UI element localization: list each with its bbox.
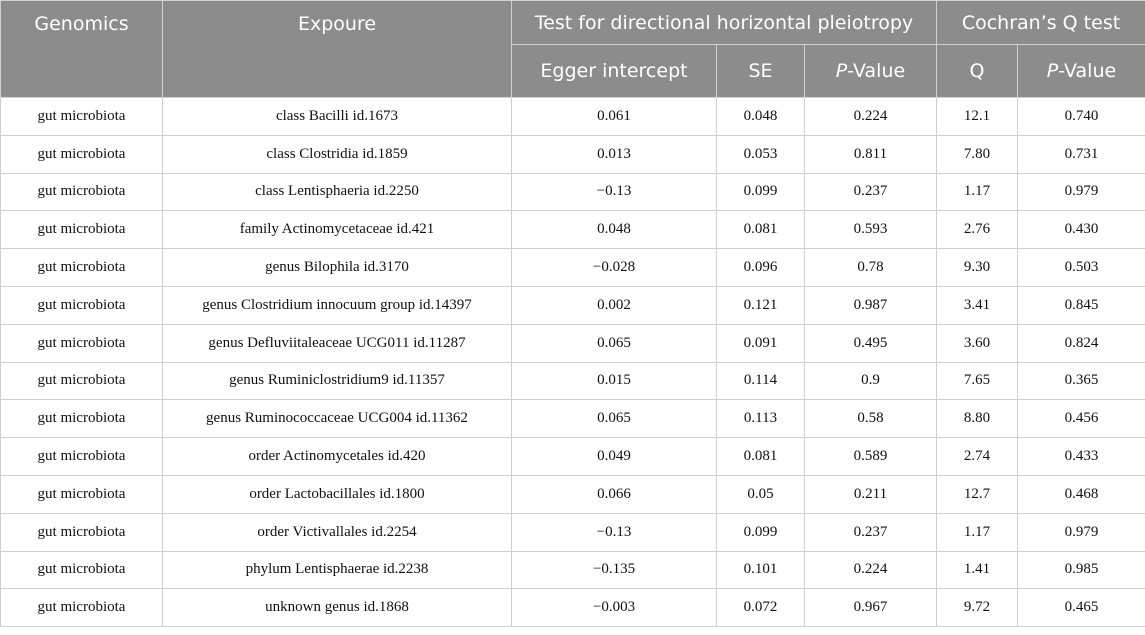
cell-p-value-pleiotropy: 0.495	[805, 324, 937, 362]
cell-egger-intercept: −0.135	[512, 551, 717, 589]
table-row	[1, 173, 1145, 211]
cell-p-value-cochran: 0.430	[1018, 211, 1145, 249]
cell-egger-intercept: 0.015	[512, 362, 717, 400]
cell-q: 1.17	[937, 173, 1018, 211]
cell-se: 0.099	[717, 513, 805, 551]
cell-exposure: genus Ruminococcaceae UCG004 id.11362	[163, 400, 512, 438]
cell-exposure: order Victivallales id.2254	[163, 513, 512, 551]
cell-egger-intercept: −0.003	[512, 589, 717, 627]
cell-q: 2.74	[937, 438, 1018, 476]
cell-q: 3.41	[937, 286, 1018, 324]
cell-p-value-cochran: 0.465	[1018, 589, 1145, 627]
cell-p-value-cochran: 0.503	[1018, 249, 1145, 287]
table-row	[1, 400, 1145, 438]
cell-egger-intercept: 0.049	[512, 438, 717, 476]
p-suffix: -Value	[1058, 60, 1117, 82]
cell-genomics: gut microbiota	[1, 249, 163, 287]
cell-genomics: gut microbiota	[1, 438, 163, 476]
cell-exposure: genus Clostridium innocuum group id.14397	[163, 286, 512, 324]
cell-q: 12.7	[937, 475, 1018, 513]
table-row	[1, 362, 1145, 400]
cell-exposure: order Actinomycetales id.420	[163, 438, 512, 476]
cell-p-value-cochran: 0.433	[1018, 438, 1145, 476]
header-egger-intercept: Egger intercept	[512, 45, 717, 98]
cell-egger-intercept: 0.065	[512, 400, 717, 438]
table-row	[1, 438, 1145, 476]
header-p-value-cochran	[1018, 45, 1145, 98]
cell-se: 0.053	[717, 135, 805, 173]
cell-genomics: gut microbiota	[1, 513, 163, 551]
cell-se: 0.096	[717, 249, 805, 287]
table-row	[1, 211, 1145, 249]
cell-se: 0.081	[717, 438, 805, 476]
table-row	[1, 551, 1145, 589]
table-header	[1, 1, 1145, 98]
cell-se: 0.05	[717, 475, 805, 513]
cell-egger-intercept: 0.061	[512, 98, 717, 136]
table-row	[1, 475, 1145, 513]
header-exposure: Expoure	[163, 1, 512, 98]
cell-exposure: class Bacilli id.1673	[163, 98, 512, 136]
cell-se: 0.101	[717, 551, 805, 589]
p-italic: P	[835, 60, 848, 82]
p-suffix: -Value	[847, 60, 906, 82]
header-row-top	[1, 1, 1145, 45]
table-body	[1, 98, 1145, 627]
cell-p-value-cochran: 0.456	[1018, 400, 1145, 438]
header-pleiotropy-group: Test for directional horizontal pleiotropy	[512, 1, 937, 45]
cell-genomics: gut microbiota	[1, 400, 163, 438]
cell-p-value-cochran: 0.979	[1018, 173, 1145, 211]
table-row	[1, 513, 1145, 551]
table-row	[1, 286, 1145, 324]
cell-se: 0.091	[717, 324, 805, 362]
cell-p-value-cochran: 0.731	[1018, 135, 1145, 173]
cell-egger-intercept: 0.065	[512, 324, 717, 362]
cell-p-value-cochran: 0.845	[1018, 286, 1145, 324]
cell-exposure: class Lentisphaeria id.2250	[163, 173, 512, 211]
cell-p-value-cochran: 0.979	[1018, 513, 1145, 551]
cell-p-value-pleiotropy: 0.78	[805, 249, 937, 287]
cell-se: 0.099	[717, 173, 805, 211]
header-cochran-group: Cochran’s Q test	[937, 1, 1145, 45]
cell-p-value-pleiotropy: 0.589	[805, 438, 937, 476]
cell-genomics: gut microbiota	[1, 135, 163, 173]
cell-egger-intercept: −0.13	[512, 513, 717, 551]
cell-exposure: genus Bilophila id.3170	[163, 249, 512, 287]
cell-egger-intercept: −0.13	[512, 173, 717, 211]
cell-p-value-pleiotropy: 0.224	[805, 551, 937, 589]
cell-p-value-cochran: 0.468	[1018, 475, 1145, 513]
cell-p-value-cochran: 0.365	[1018, 362, 1145, 400]
header-se: SE	[717, 45, 805, 98]
cell-genomics: gut microbiota	[1, 173, 163, 211]
cell-se: 0.114	[717, 362, 805, 400]
cell-egger-intercept: 0.002	[512, 286, 717, 324]
cell-p-value-pleiotropy: 0.9	[805, 362, 937, 400]
cell-egger-intercept: 0.066	[512, 475, 717, 513]
cell-genomics: gut microbiota	[1, 324, 163, 362]
cell-q: 9.30	[937, 249, 1018, 287]
table-row	[1, 324, 1145, 362]
cell-p-value-cochran: 0.985	[1018, 551, 1145, 589]
cell-p-value-pleiotropy: 0.224	[805, 98, 937, 136]
cell-q: 8.80	[937, 400, 1018, 438]
cell-egger-intercept: 0.013	[512, 135, 717, 173]
cell-se: 0.072	[717, 589, 805, 627]
cell-p-value-pleiotropy: 0.237	[805, 513, 937, 551]
cell-q: 9.72	[937, 589, 1018, 627]
cell-exposure: genus Ruminiclostridium9 id.11357	[163, 362, 512, 400]
header-q: Q	[937, 45, 1018, 98]
p-italic: P	[1046, 60, 1059, 82]
cell-p-value-pleiotropy: 0.211	[805, 475, 937, 513]
table-row	[1, 135, 1145, 173]
cell-egger-intercept: −0.028	[512, 249, 717, 287]
cell-p-value-pleiotropy: 0.987	[805, 286, 937, 324]
cell-q: 7.80	[937, 135, 1018, 173]
cell-exposure: unknown genus id.1868	[163, 589, 512, 627]
cell-q: 3.60	[937, 324, 1018, 362]
cell-p-value-pleiotropy: 0.811	[805, 135, 937, 173]
cell-p-value-cochran: 0.824	[1018, 324, 1145, 362]
cell-egger-intercept: 0.048	[512, 211, 717, 249]
cell-q: 12.1	[937, 98, 1018, 136]
cell-q: 1.41	[937, 551, 1018, 589]
cell-p-value-pleiotropy: 0.237	[805, 173, 937, 211]
cell-q: 7.65	[937, 362, 1018, 400]
cell-genomics: gut microbiota	[1, 98, 163, 136]
table-row	[1, 98, 1145, 136]
cell-genomics: gut microbiota	[1, 286, 163, 324]
table-row	[1, 589, 1145, 627]
cell-genomics: gut microbiota	[1, 551, 163, 589]
cell-genomics: gut microbiota	[1, 589, 163, 627]
cell-exposure: family Actinomycetaceae id.421	[163, 211, 512, 249]
cell-p-value-pleiotropy: 0.58	[805, 400, 937, 438]
cell-q: 1.17	[937, 513, 1018, 551]
cell-exposure: class Clostridia id.1859	[163, 135, 512, 173]
cell-genomics: gut microbiota	[1, 211, 163, 249]
cell-se: 0.121	[717, 286, 805, 324]
cell-se: 0.081	[717, 211, 805, 249]
cell-se: 0.113	[717, 400, 805, 438]
cell-p-value-pleiotropy: 0.967	[805, 589, 937, 627]
header-genomics: Genomics	[1, 1, 163, 98]
cell-genomics: gut microbiota	[1, 475, 163, 513]
cell-p-value-cochran: 0.740	[1018, 98, 1145, 136]
cell-exposure: phylum Lentisphaerae id.2238	[163, 551, 512, 589]
table-row	[1, 249, 1145, 287]
cell-q: 2.76	[937, 211, 1018, 249]
cell-exposure: order Lactobacillales id.1800	[163, 475, 512, 513]
cell-genomics: gut microbiota	[1, 362, 163, 400]
cell-se: 0.048	[717, 98, 805, 136]
cell-exposure: genus Defluviitaleaceae UCG011 id.11287	[163, 324, 512, 362]
cell-p-value-pleiotropy: 0.593	[805, 211, 937, 249]
header-p-value-pleiotropy	[805, 45, 937, 98]
